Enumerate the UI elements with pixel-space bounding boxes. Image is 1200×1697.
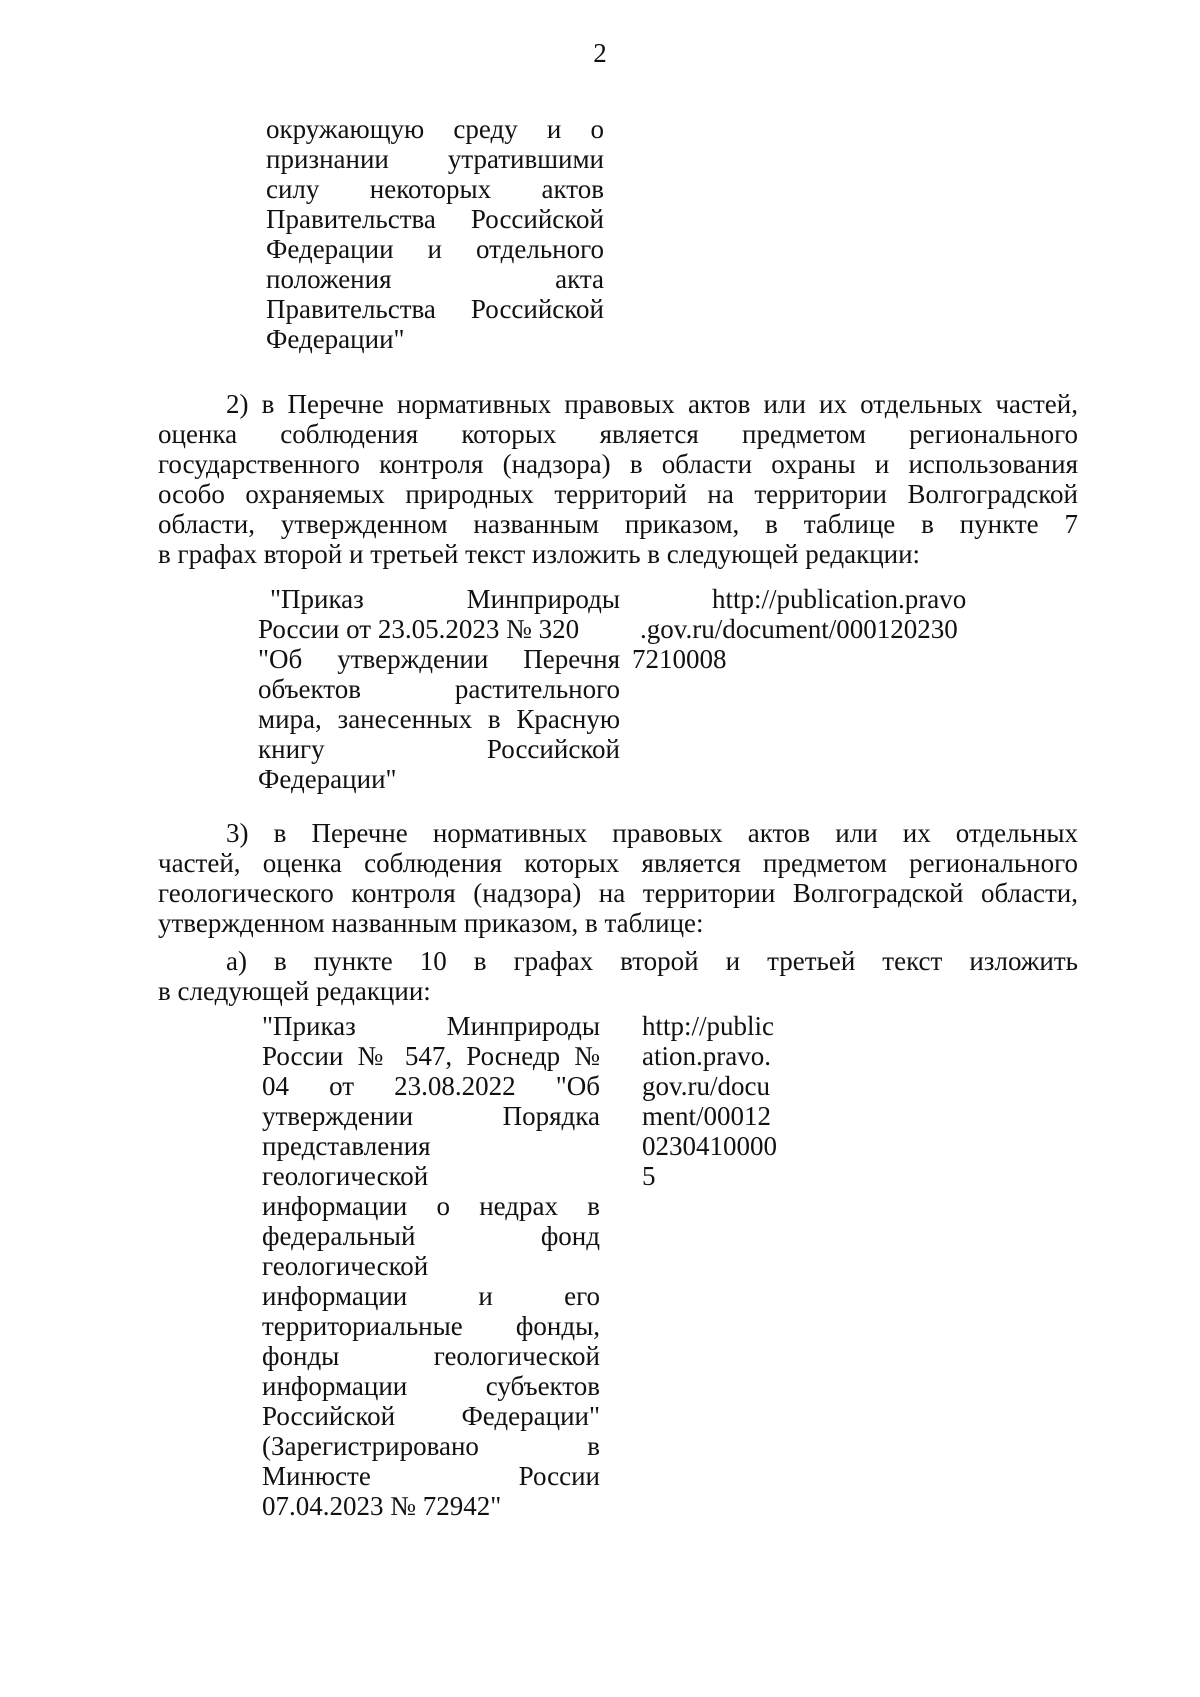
text-line: Федерации и отдельного xyxy=(266,234,604,264)
text-line: Российской Федерации" xyxy=(262,1401,600,1431)
text-line: 2) в Перечне нормативных правовых актов или их отдельных частей, xyxy=(226,389,1078,419)
text-line: положения акта xyxy=(266,264,604,294)
item-2-table-col3 xyxy=(632,584,992,674)
text-line: геологической xyxy=(262,1161,429,1191)
item-2-paragraph xyxy=(158,389,1078,569)
text-line: http://public xyxy=(642,1011,774,1041)
text-line: Минюсте России xyxy=(262,1461,600,1491)
text-line: Федерации" xyxy=(258,764,397,794)
text-line: книгу Российской xyxy=(258,734,620,764)
text-line: в следующей редакции: xyxy=(158,976,431,1006)
text-line: Правительства Российской xyxy=(266,294,604,324)
text-line: 7210008 xyxy=(632,644,727,674)
text-line: информации о недрах в xyxy=(262,1191,600,1221)
text-line: области, утвержденном названным приказом, в таблице в пункте 7 xyxy=(158,509,1078,539)
text-line: а) в пункте 10 в графах второй и третьей текст изложить xyxy=(226,946,1078,976)
text-line: информации субъектов xyxy=(262,1371,600,1401)
text-line: утверждении Порядка xyxy=(262,1101,600,1131)
text-line: .gov.ru/document/000120230 xyxy=(640,614,958,644)
item-3-table-col3 xyxy=(642,1011,842,1191)
item-3-paragraph xyxy=(158,818,1078,938)
text-line: gov.ru/docu xyxy=(642,1071,770,1101)
text-line: силу некоторых актов xyxy=(266,174,604,204)
text-line: признании утратившими xyxy=(266,144,604,174)
text-line: окружающую среду и о xyxy=(266,114,604,144)
text-line: частей, оценка соблюдения которых является предметом регионального xyxy=(158,848,1078,878)
text-line: мира, занесенных в Красную xyxy=(258,704,620,734)
text-line: особо охраняемых природных территорий на территории Волгоградской xyxy=(158,479,1078,509)
item-2-table-col2 xyxy=(258,584,620,794)
text-line: "Приказ Минприроды xyxy=(270,584,620,614)
text-line: в графах второй и третьей текст изложить в следующей редакции: xyxy=(158,539,921,569)
text-line: представления xyxy=(262,1131,431,1161)
text-line: 0230410000 xyxy=(642,1131,777,1161)
text-line: России № 547, Роснедр № xyxy=(262,1041,600,1071)
text-line: 04 от 23.08.2022 "Об xyxy=(262,1071,600,1101)
text-line: ation.pravo. xyxy=(642,1041,771,1071)
text-line: территориальные фонды, xyxy=(262,1311,600,1341)
text-line: фонды геологической xyxy=(262,1341,600,1371)
text-line: федеральный фонд xyxy=(262,1221,600,1251)
text-line: геологической xyxy=(262,1251,429,1281)
text-line: "Приказ Минприроды xyxy=(262,1011,600,1041)
text-line: России от 23.05.2023 № 320 xyxy=(258,614,580,644)
text-line: утвержденном названным приказом, в таблице: xyxy=(158,908,704,938)
text-line: Правительства Российской xyxy=(266,204,604,234)
text-line: http://publication.pravo xyxy=(712,584,967,614)
text-line: (Зарегистрировано в xyxy=(262,1431,600,1461)
text-line: ment/00012 xyxy=(642,1101,771,1131)
text-line: 07.04.2023 № 72942" xyxy=(262,1491,502,1521)
item-3-table-col2 xyxy=(262,1011,600,1521)
text-line: объектов растительного xyxy=(258,674,620,704)
text-line: "Об утверждении Перечня xyxy=(258,644,620,674)
text-line: Федерации" xyxy=(266,324,405,354)
text-line: государственного контроля (надзора) в области охраны и использования xyxy=(158,449,1078,479)
page-number: 2 xyxy=(593,38,607,68)
text-line: 5 xyxy=(642,1161,656,1191)
continuation-cell xyxy=(266,114,604,354)
text-line: оценка соблюдения которых является предметом регионального xyxy=(158,419,1078,449)
text-line: информации и его xyxy=(262,1281,600,1311)
text-line: геологического контроля (надзора) на территории Волгоградской области, xyxy=(158,878,1078,908)
text-line: 3) в Перечне нормативных правовых актов или их отдельных xyxy=(226,818,1078,848)
item-3-sub-a xyxy=(158,946,1078,1006)
